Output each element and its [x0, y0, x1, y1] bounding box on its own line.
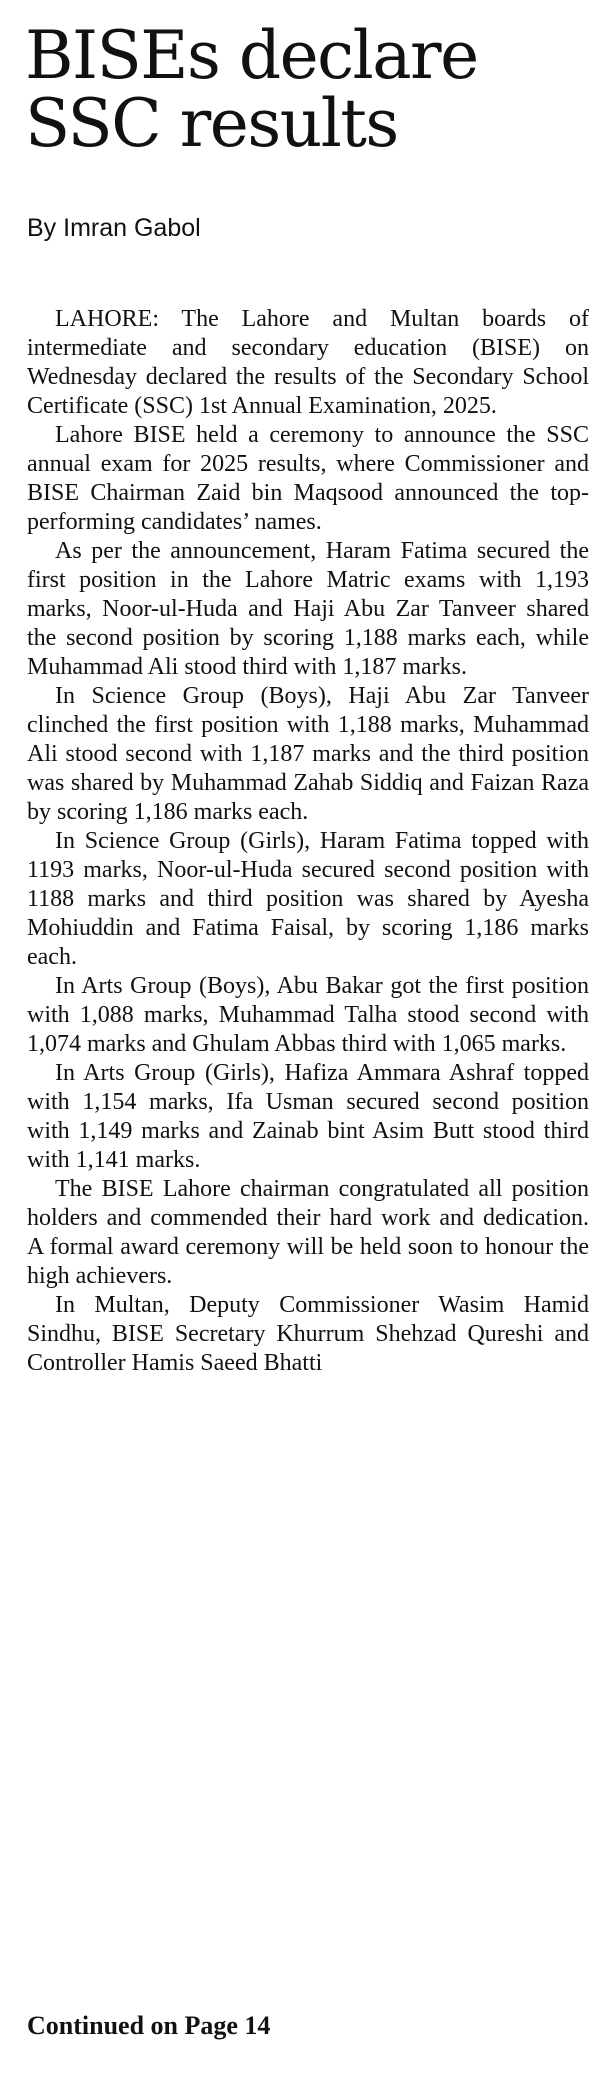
article-paragraph: Lahore BISE held a ceremony to announce the SSC annual exam for 2025 results, where Commissioner and BISE Chairman Zaid bin Maqsood announced the top-performing candidates’ names. — [27, 422, 589, 535]
article-body — [27, 305, 589, 1378]
article-paragraph: LAHORE: The Lahore and Multan boards of intermediate and secondary education (BISE) on Wednesday declared the results of the Secondary School Certificate (SSC) 1st Annual Examination, 2025. — [27, 306, 589, 419]
article-paragraph: In Science Group (Girls), Haram Fatima topped with 1193 marks, Noor-ul-Huda secured second position with 1188 marks and third position was shared by Ayesha Mohiuddin and Fatima Faisal, by scoring 1,186 marks each. — [27, 828, 589, 970]
article-paragraph: The BISE Lahore chairman congratulated all position holders and commended their hard work and dedication. A formal award ceremony will be held soon to honour the high achievers. — [27, 1176, 589, 1289]
article-paragraph: In Arts Group (Girls), Hafiza Ammara Ashraf topped with 1,154 marks, Ifa Usman secured second position with 1,149 marks and Zainab bint Asim Butt stood third with 1,141 marks. — [27, 1060, 589, 1173]
article-paragraph: In Science Group (Boys), Haji Abu Zar Tanveer clinched the first position with 1,188 marks, Muhammad Ali stood second with 1,187 marks and the third position was shared by Muhammad Zahab Siddiq and Faizan Raza by scoring 1,186 marks each. — [27, 683, 589, 825]
byline: By Imran Gabol — [27, 214, 201, 242]
article-paragraph: In Arts Group (Boys), Abu Bakar got the first position with 1,088 marks, Muhammad Talha stood second with 1,074 marks and Ghulam Abbas third with 1,065 marks. — [27, 973, 589, 1057]
article-paragraph: As per the announcement, Haram Fatima secured the first position in the Lahore Matric exams with 1,193 marks, Noor-ul-Huda and Haji Abu Zar Tanveer shared the second position by scoring 1,188 marks each, while Muhammad Ali stood third with 1,187 marks. — [27, 538, 589, 680]
continued-on-page: Continued on Page 14 — [27, 2011, 271, 2040]
headline — [25, 17, 595, 162]
article-paragraph: In Multan, Deputy Commissioner Wasim Hamid Sindhu, BISE Secretary Khurrum Shehzad Qureshi and Controller Hamis Saeed Bhatti — [27, 1292, 589, 1376]
headline-line-1: BISEs declare — [25, 17, 478, 94]
headline-line-2: SSC results — [25, 85, 398, 162]
